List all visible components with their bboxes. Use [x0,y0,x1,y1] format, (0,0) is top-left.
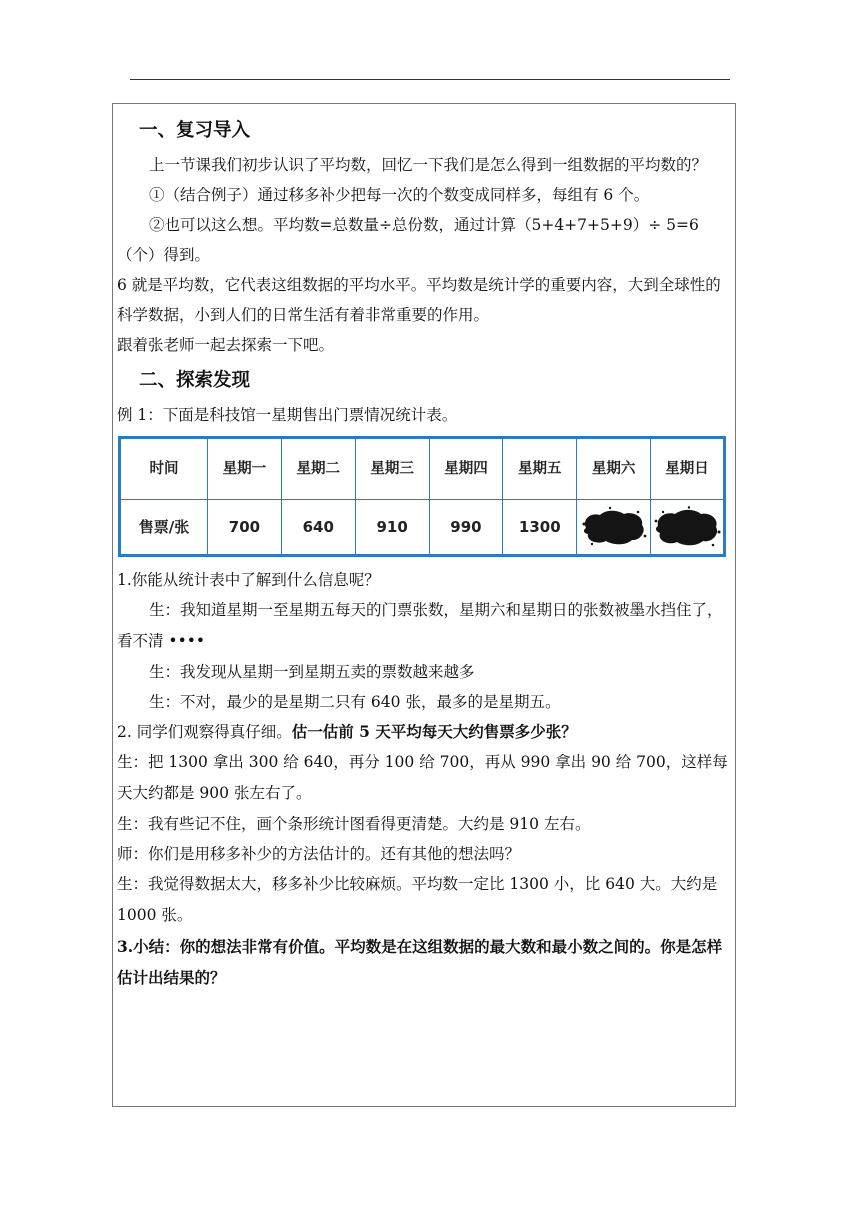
table-cell: 910 [355,500,429,556]
section-heading-explore: 二、探索发现 [139,370,251,391]
table-header-cell: 星期六 [577,438,651,500]
table-row-label: 售票/张 [120,500,208,556]
table-header-cell: 星期日 [651,438,725,500]
table-cell: 700 [208,500,282,556]
table-header-cell: 星期二 [281,438,355,500]
question: 1.你能从统计表中了解到什么信息呢？ [117,571,380,589]
table-cell: 640 [281,500,355,556]
table-cell-hidden [577,500,651,556]
paragraph: 跟着张老师一起去探索一下吧。 [117,336,335,354]
student-answer: 生：不对，最少的是星期二只有 640 张，最多的是星期五。 [149,693,561,711]
paragraph: ②也可以这么想。平均数=总数量÷总份数，通过计算（5+4+7+5+9）÷ 5=6（个）得到。 [117,216,699,264]
ink-blot-icon [580,506,648,548]
teacher-remark: 师：你们是用移多补少的方法估计的。还有其他的想法吗？ [117,845,521,863]
student-answer: 生：我觉得数据太大，移多补少比较麻烦。平均数一定比 1300 小，比 640 大。大约是 1000 张。 [117,875,718,924]
ticket-sales-table [118,436,726,557]
paragraph: ①（结合例子）通过移多补少把每一次的个数变成同样多，每组有 6 个。 [149,186,650,204]
question [117,717,731,747]
paragraph: 上一节课我们初步认识了平均数，回忆一下我们是怎么得到一组数据的平均数的？ [149,156,708,174]
student-answer: 生：把 1300 拿出 300 给 640，再分 100 给 700，再从 990 拿出 90 给 700，这样每天大约都是 900 张左右了。 [117,753,728,802]
student-answer: 生：我知道星期一至星期五每天的门票张数，星期六和星期日的张数被墨水挡住了，看不清 •••• [117,601,723,650]
table-header-cell: 星期三 [355,438,429,500]
table-cell-hidden [651,500,725,556]
paragraph: 6 就是平均数，它代表这组数据的平均水平。平均数是统计学的重要内容，大到全球性的科学数据，小到人们的日常生活有着非常重要的作用。 [117,276,721,324]
header-rule [130,79,730,80]
table-header-cell: 星期五 [503,438,577,500]
table-header-cell: 星期一 [208,438,282,500]
table-header-row [120,438,725,500]
table-cell: 990 [429,500,503,556]
section-heading-review: 一、复习导入 [139,120,251,141]
summary: 3.小结：你的想法非常有价值。平均数是在这组数据的最大数和最小数之间的。你是怎样估计出结果的？ [117,937,723,987]
table-header-cell: 时间 [120,438,208,500]
student-answer: 生：我有些记不住，画个条形统计图看得更清楚。大约是 910 左右。 [117,815,591,833]
table-header-cell: 星期四 [429,438,503,500]
question-emphasis: 估一估前 5 天平均每天大约售票多少张？ [291,722,577,741]
lesson-content [117,110,731,993]
example-intro: 例 1：下面是科技馆一星期售出门票情况统计表。 [117,406,458,424]
question-prefix: 2. 同学们观察得真仔细。 [117,723,292,741]
student-answer: 生：我发现从星期一到星期五卖的票数越来越多 [149,663,475,681]
ink-blot-icon [653,506,721,548]
table-cell: 1300 [503,500,577,556]
table-row [120,500,725,556]
